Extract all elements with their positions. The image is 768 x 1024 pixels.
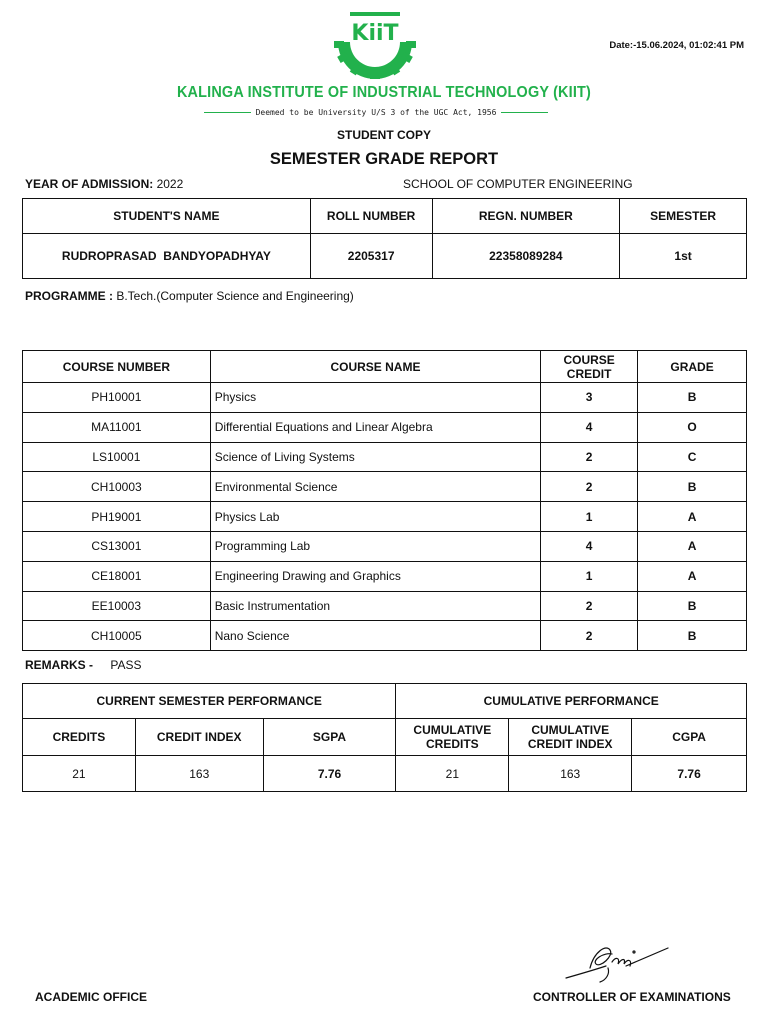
course-grade: A [638,531,747,561]
sgpa-value: 7.76 [263,756,396,792]
semester: 1st [620,234,747,279]
course-name: Differential Equations and Linear Algebra [210,412,540,442]
deemed-university-line [204,106,548,118]
col-header-course-number: COURSE NUMBER [23,351,211,383]
course-credit: 1 [541,502,638,532]
course-grade: B [638,591,747,621]
courses-table-header [23,351,747,383]
credits-value: 21 [23,756,136,792]
col-header-course-credit: COURSE CREDIT [541,351,638,383]
signature-scribble [560,938,672,984]
student-table-header [23,199,747,234]
deemed-text: Deemed to be University U/S 3 of the UGC Act, 1956 [255,107,497,117]
course-number: CE18001 [23,561,211,591]
course-number: PH19001 [23,502,211,532]
academic-office-label: ACADEMIC OFFICE [35,990,147,1004]
course-row [23,383,747,413]
course-row [23,442,747,472]
year-label: YEAR OF ADMISSION: [25,177,154,191]
performance-column-header [23,719,747,756]
controller-signature [560,938,672,984]
course-credit: 3 [541,383,638,413]
cumulative-credit-index-value: 163 [509,756,632,792]
course-credit: 2 [541,591,638,621]
course-grade: A [638,502,747,532]
col-header-sgpa: SGPA [263,719,396,756]
course-row [23,531,747,561]
col-header-cumulative-credits: CUMULATIVE CREDITS [396,719,509,756]
programme-label: PROGRAMME : [25,289,113,303]
regn-number: 22358089284 [432,234,620,279]
col-header-roll-number: ROLL NUMBER [310,199,432,234]
col-header-course-name: COURSE NAME [210,351,540,383]
roll-number: 2205317 [310,234,432,279]
programme-value: B.Tech.(Computer Science and Engineering) [116,289,354,303]
course-credit: 4 [541,412,638,442]
course-number: CS13001 [23,531,211,561]
course-grade: B [638,621,747,651]
course-grade: B [638,383,747,413]
col-header-credit-index: CREDIT INDEX [135,719,263,756]
remarks-value: PASS [110,658,142,672]
col-header-semester: SEMESTER [620,199,747,234]
performance-group-header [23,684,747,719]
student-name: RUDROPRASAD BANDYOPADHYAY [23,234,311,279]
course-number: CH10005 [23,621,211,651]
cumulative-title: CUMULATIVE PERFORMANCE [396,684,747,719]
course-credit: 4 [541,531,638,561]
course-number: PH10001 [23,383,211,413]
current-semester-title: CURRENT SEMESTER PERFORMANCE [23,684,396,719]
course-row [23,561,747,591]
col-header-student-name: STUDENT'S NAME [23,199,311,234]
divider-right [501,112,548,113]
institute-name: KALINGA INSTITUTE OF INDUSTRIAL TECHNOLOGY (KIIT) [176,84,592,101]
courses-table [22,350,747,651]
course-grade: B [638,472,747,502]
remarks [25,658,141,672]
student-table-row [23,234,747,279]
svg-text:KiiT: KiiT [351,21,399,46]
col-header-credits: CREDITS [23,719,136,756]
col-header-grade: GRADE [638,351,747,383]
cgpa-value: 7.76 [632,756,747,792]
course-name: Physics [210,383,540,413]
report-title: SEMESTER GRADE REPORT [269,150,499,168]
course-number: EE10003 [23,591,211,621]
col-header-cgpa: CGPA [632,719,747,756]
course-row [23,621,747,651]
col-header-cumulative-credit-index: CUMULATIVE CREDIT INDEX [509,719,632,756]
course-name: Programming Lab [210,531,540,561]
school-name: SCHOOL OF COMPUTER ENGINEERING [403,177,633,191]
credit-index-value: 163 [135,756,263,792]
col-header-regn-number: REGN. NUMBER [432,199,620,234]
cumulative-credits-value: 21 [396,756,509,792]
course-row [23,412,747,442]
course-credit: 2 [541,621,638,651]
course-name: Engineering Drawing and Graphics [210,561,540,591]
course-number: LS10001 [23,442,211,472]
course-row [23,472,747,502]
course-grade: A [638,561,747,591]
year-value: 2022 [156,177,184,191]
course-name: Basic Instrumentation [210,591,540,621]
course-credit: 2 [541,472,638,502]
course-name: Nano Science [210,621,540,651]
year-of-admission [25,177,183,191]
report-date: Date:-15.06.2024, 01:02:41 PM [609,40,744,51]
kiit-logo [330,8,420,80]
performance-values-row [23,756,747,792]
controller-label: CONTROLLER OF EXAMINATIONS [533,990,731,1004]
copy-label: STUDENT COPY [336,128,431,142]
student-info-table [22,198,747,279]
course-name: Science of Living Systems [210,442,540,472]
course-name: Environmental Science [210,472,540,502]
course-grade: O [638,412,747,442]
course-grade: C [638,442,747,472]
remarks-label: REMARKS - [25,658,93,672]
divider-left [204,112,251,113]
course-credit: 1 [541,561,638,591]
course-name: Physics Lab [210,502,540,532]
programme [25,289,354,303]
course-row [23,591,747,621]
kiit-logo-emblem [330,8,420,80]
course-number: CH10003 [23,472,211,502]
course-row [23,502,747,532]
course-number: MA11001 [23,412,211,442]
performance-table [22,683,747,792]
course-credit: 2 [541,442,638,472]
